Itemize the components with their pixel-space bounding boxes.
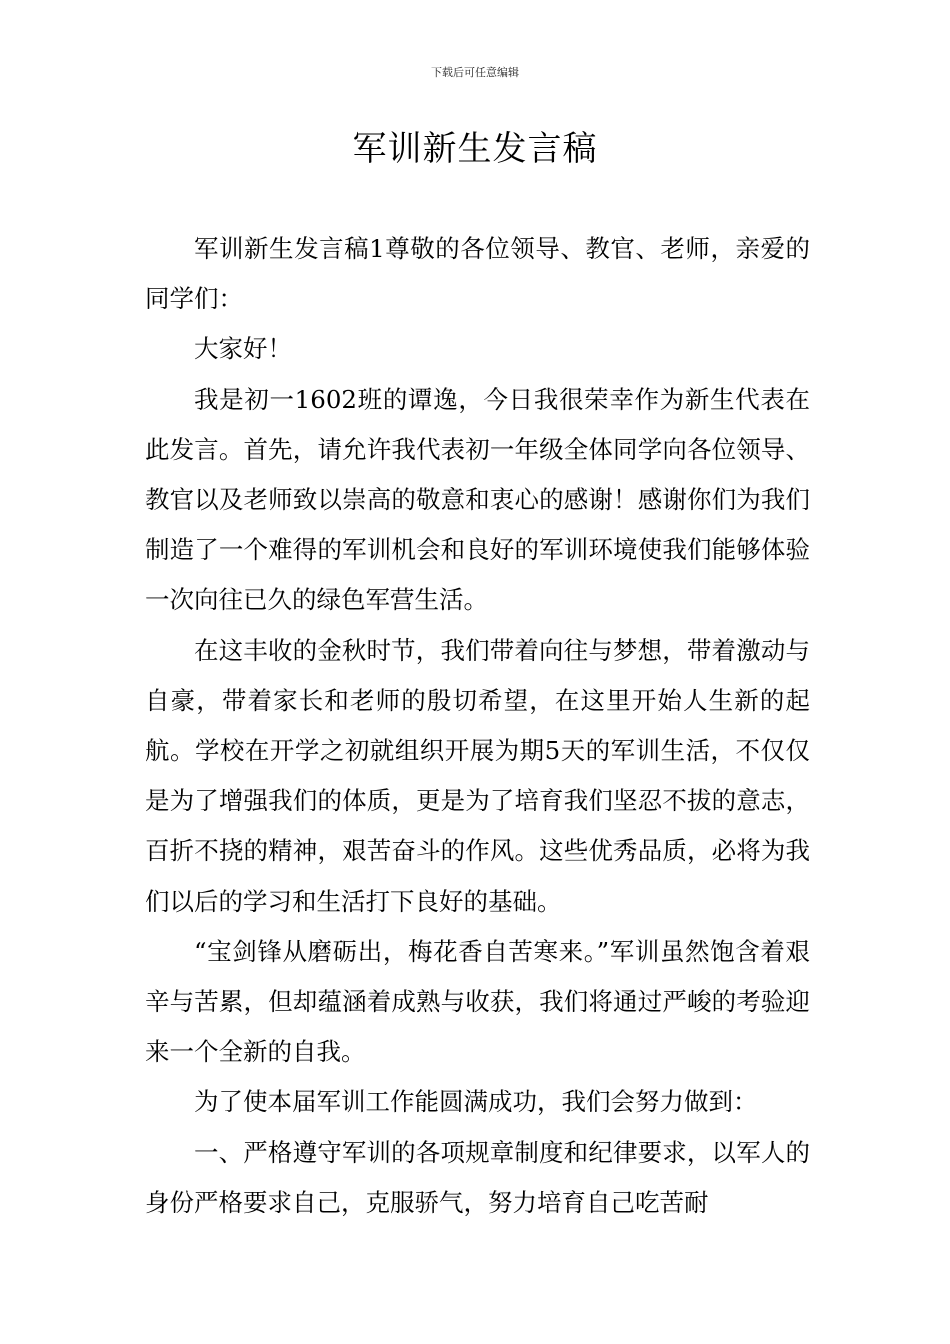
paragraph-salutation: 军训新生发言稿1尊敬的各位领导、教官、老师，亲爱的同学们：	[145, 234, 810, 314]
header-note: 下载后可任意编辑	[431, 66, 519, 79]
document-title: 军训新生发言稿	[352, 129, 598, 169]
paragraph-commitment-one: 一、严格遵守军训的各项规章制度和纪律要求，以军人的身份严格要求自己，克服骄气，努力培育自己吃苦耐	[145, 1137, 810, 1217]
paragraph-commitment-intro: 为了使本届军训工作能圆满成功，我们会努力做到：	[194, 1087, 758, 1117]
paragraph-introduction: 我是初一1602班的谭逸，今日我很荣幸作为新生代表在此发言。首先，请允许我代表初一年级全体同学向各位领导、教官以及老师致以崇高的敬意和衷心的感谢！感谢你们为我们制造了一个难得的军训机会和良好的军训环境使我们能够体验一次向往已久的绿色军营生活。	[145, 384, 810, 615]
paragraph-greeting: 大家好！	[194, 334, 292, 364]
paragraph-purpose: 在这丰收的金秋时节，我们带着向往与梦想，带着激动与自豪，带着家长和老师的殷切希望，在这里开始人生新的起航。学校在开学之初就组织开展为期5天的军训生活，不仅仅是为了增强我们的体质，更是为了培育我们坚忍不拔的意志，百折不挠的精神，艰苦奋斗的作风。这些优秀品质，必将为我们以后的学习和生活打下良好的基础。	[145, 635, 810, 916]
document-body	[145, 224, 810, 1228]
paragraph-quote: “宝剑锋从磨砺出，梅花香自苦寒来。”军训虽然饱含着艰辛与苦累，但却蕴涵着成熟与收获，我们将通过严峻的考验迎来一个全新的自我。	[145, 936, 810, 1067]
